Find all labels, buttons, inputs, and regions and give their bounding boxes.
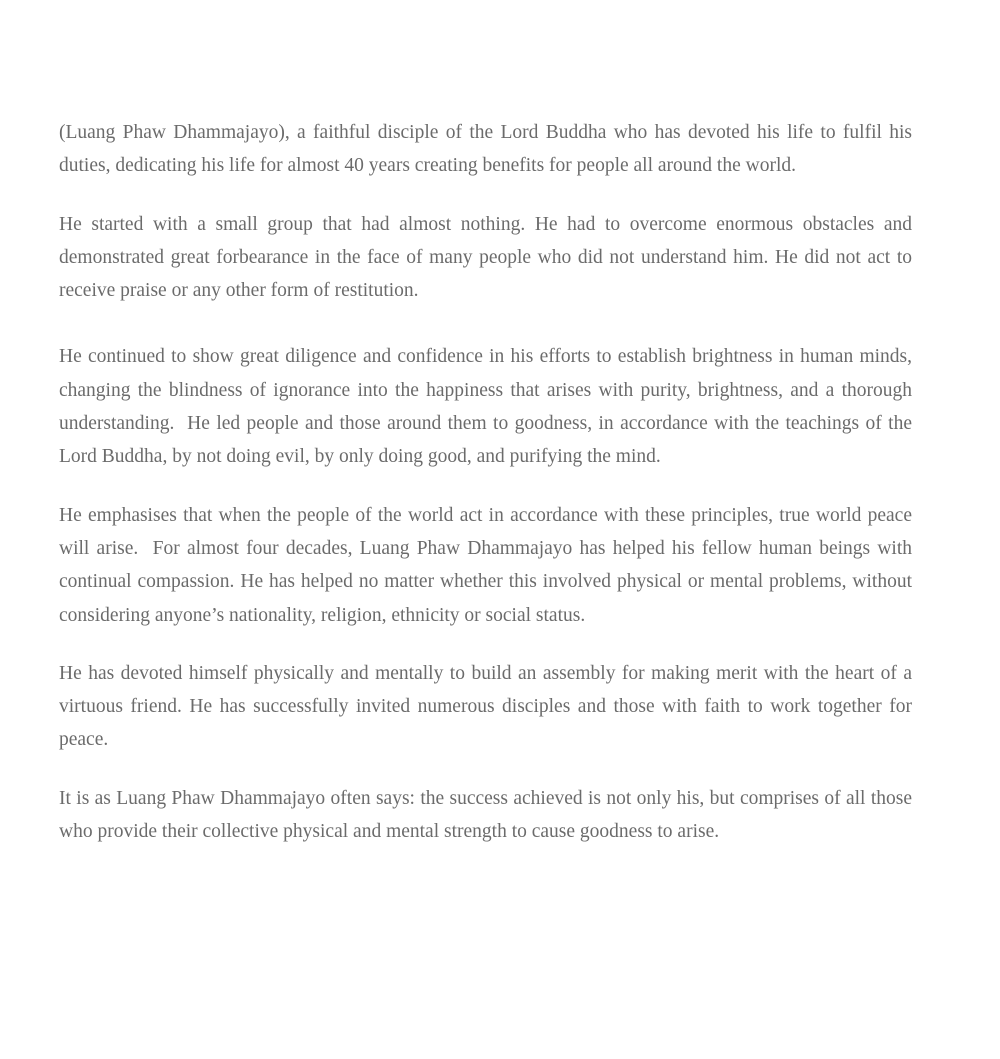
paragraph-5: He has devoted himself physically and mentally to build an assembly for making merit with the heart of a virtuous friend. He has successfully invited numerous disciples and those with faith to work together for peace. (59, 662, 917, 751)
paragraph-3: He continued to show great diligence and confidence in his efforts to establish brightness in human minds, changing the blindness of ignorance into the happiness that arises with purity, brightness, and a thorough understanding. He led people and those around them to goodness, in accordance with the teachings of the Lord Buddha, by not doing evil, by only doing good, and purifying the mind. (59, 346, 917, 468)
paragraph-2: He started with a small group that had almost nothing. He had to overcome enormous obstacles and demonstrated great forbearance in the face of many people who did not understand him. He did not act to receive praise or any other form of restitution. (59, 213, 917, 302)
paragraph-1: (Luang Phaw Dhammajayo), a faithful disciple of the Lord Buddha who has devoted his life to fulfil his duties, dedicating his life for almost 40 years creating benefits for people all around the world. (59, 122, 917, 177)
paragraph-4: He emphasises that when the people of the world act in accordance with these principles, true world peace will arise. For almost four decades, Luang Phaw Dhammajayo has helped his fellow human beings with continual compassion. He has helped no matter whether this involved physical or mental problems, without considering anyone’s nationality, religion, ethnicity or social status. (59, 504, 917, 626)
document-body (59, 116, 917, 848)
paragraph-6: It is as Luang Phaw Dhammajayo often says: the success achieved is not only his, but comprises of all those who provide their collective physical and mental strength to cause goodness to arise. (59, 787, 917, 843)
